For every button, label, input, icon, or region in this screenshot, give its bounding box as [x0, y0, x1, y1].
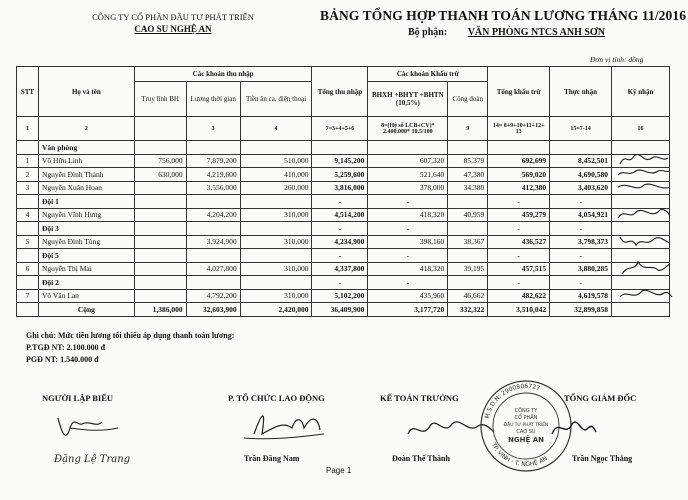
signature-cell — [612, 181, 670, 195]
employee-signature — [614, 260, 674, 278]
truylinh-cell — [134, 222, 186, 236]
total-thucnhan: 32,899,858 — [550, 303, 612, 317]
bh-cell: 521,640 — [368, 168, 448, 182]
bh-cell — [368, 141, 448, 155]
total-luong: 32,603,900 — [186, 303, 240, 317]
header-union-fee: Công đoàn — [448, 82, 488, 117]
employee-name: Nguyễn Xuân Hoan — [38, 181, 134, 195]
truylinh-cell — [134, 141, 186, 155]
truylinh-cell — [134, 208, 186, 222]
tongkhau-cell: 436,527 — [488, 235, 550, 249]
tongkhau-cell: 412,380 — [488, 181, 550, 195]
total-truylinh: 1,386,000 — [134, 303, 186, 317]
tienan-cell: 310,000 — [240, 289, 312, 303]
stamp-line-2: CỔ PHẦN — [514, 415, 538, 421]
employee-signature — [614, 206, 674, 224]
preparer-handwritten-name: Đặng Lệ Trang — [54, 454, 131, 465]
document-title: BẢNG TỔNG HỢP THANH TOÁN LƯƠNG THÁNG 11/2016 — [320, 8, 687, 23]
stt-cell — [17, 249, 39, 263]
header-net-pay: Thực nhận — [550, 67, 612, 117]
tongthu-cell: - — [312, 195, 368, 209]
tongkhau-cell — [488, 141, 550, 155]
tongkhau-cell: - — [488, 249, 550, 263]
thucnhan-cell: - — [550, 195, 612, 209]
tongthu-cell: 5,259,600 — [312, 168, 368, 182]
luong-cell: 7,879,200 — [186, 154, 240, 168]
bh-cell: - — [368, 195, 448, 209]
thucnhan-cell — [550, 141, 612, 155]
truylinh-cell — [134, 195, 186, 209]
tongthu-cell: 9,145,200 — [312, 154, 368, 168]
group-name: Đội 5 — [38, 249, 134, 263]
employee-name: Nguyễn Đình Thành — [38, 168, 134, 182]
chief-accountant-name: Đoàn Thế Thành — [392, 454, 450, 463]
header-signature: Ký nhận — [612, 67, 670, 117]
group-name: Văn phòng — [38, 141, 134, 155]
svg-text:TP. VINH - T. NGHỆ AN — [489, 441, 548, 468]
currency-unit: Đơn vị tính: đồng — [590, 55, 644, 64]
bh-cell: 418,320 — [368, 262, 448, 276]
department-value: VĂN PHÒNG NTCS ANH SƠN — [467, 27, 605, 38]
labor-dept-title: P. TỔ CHỨC LAO ĐỘNG — [228, 393, 325, 403]
header-meal-phone: Tiền ăn ca, điện thoại — [240, 82, 312, 117]
stamp-line-5: NGHỆ AN — [508, 436, 544, 444]
bh-cell: 435,960 — [368, 289, 448, 303]
total-tongkhau: 3,510,042 — [488, 303, 550, 317]
congdoan-cell: 40,959 — [448, 208, 488, 222]
congdoan-cell: 46,662 — [448, 289, 488, 303]
tongkhau-cell: 457,515 — [488, 262, 550, 276]
tongkhau-cell: 569,020 — [488, 168, 550, 182]
employee-signature — [614, 233, 674, 251]
employee-row — [17, 235, 670, 249]
header-total-deduction: Tổng khấu trừ — [488, 67, 550, 117]
luong-cell — [186, 195, 240, 209]
employee-row — [17, 168, 670, 182]
thucnhan-cell: - — [550, 276, 612, 290]
luong-cell — [186, 141, 240, 155]
colnum-blank — [134, 117, 186, 141]
signature-cell — [612, 235, 670, 249]
colnum-2: 2 — [38, 117, 134, 141]
stt-cell: 4 — [17, 208, 39, 222]
stt-cell: 7 — [17, 289, 39, 303]
congdoan-cell: 85,379 — [448, 154, 488, 168]
group-name: Đội 2 — [38, 276, 134, 290]
thucnhan-cell: 4,619,578 — [550, 289, 612, 303]
group-name: Đội 3 — [38, 222, 134, 236]
truylinh-cell — [134, 235, 186, 249]
employee-row — [17, 289, 670, 303]
employee-name: Nguyễn Đình Tùng — [38, 235, 134, 249]
thucnhan-cell: - — [550, 222, 612, 236]
stt-cell: 1 — [17, 154, 39, 168]
employee-row — [17, 208, 670, 222]
tienan-cell: 260,000 — [240, 181, 312, 195]
truylinh-cell — [134, 181, 186, 195]
payroll-table — [16, 66, 670, 317]
signature-cell — [612, 208, 670, 222]
tienan-cell — [240, 195, 312, 209]
bh-cell: - — [368, 222, 448, 236]
colnum-9: 9 — [448, 117, 488, 141]
employee-row — [17, 154, 670, 168]
congdoan-cell: 47,380 — [448, 168, 488, 182]
stt-cell — [17, 141, 39, 155]
director-title: TỔNG GIÁM ĐỐC — [564, 393, 637, 403]
employee-name: Võ Văn Lan — [38, 289, 134, 303]
congdoan-cell — [448, 276, 488, 290]
stt-cell — [17, 303, 39, 317]
group-row — [17, 141, 670, 155]
group-row — [17, 276, 670, 290]
tongkhau-cell: 482,622 — [488, 289, 550, 303]
colnum-1: 1 — [17, 117, 39, 141]
tongthu-cell: - — [312, 249, 368, 263]
tienan-cell — [240, 276, 312, 290]
congdoan-cell: 38,367 — [448, 235, 488, 249]
tienan-cell: 310,000 — [240, 235, 312, 249]
colnum-8: 8=(Hệ số LCB+CV)* 2.400.000* 10.5/100 — [368, 117, 448, 141]
truylinh-cell: 630,000 — [134, 168, 186, 182]
tongthu-cell: 4,514,200 — [312, 208, 368, 222]
header-total-income: Tổng thu nhập — [312, 67, 368, 117]
colnum-4: 4 — [240, 117, 312, 141]
colnum-14: 14= 8+9+10+11+12+ 13 — [488, 117, 550, 141]
thucnhan-cell: 4,054,921 — [550, 208, 612, 222]
department-label: Bộ phận: — [408, 27, 448, 38]
employee-name: Võ Hữu Linh — [38, 154, 134, 168]
employee-signature — [614, 179, 674, 197]
thucnhan-cell: 4,690,580 — [550, 168, 612, 182]
tongkhau-cell: 692,699 — [488, 154, 550, 168]
tongkhau-cell: - — [488, 195, 550, 209]
header-income-group: Các khoản thu nhập — [134, 67, 312, 82]
company-name — [78, 12, 268, 34]
tongthu-cell: 5,102,200 — [312, 289, 368, 303]
labor-dept-signature — [232, 404, 332, 448]
tienan-cell: 310,000 — [240, 208, 312, 222]
congdoan-cell — [448, 249, 488, 263]
header-time-salary: Lương thời gian — [186, 82, 240, 117]
stt-cell: 6 — [17, 262, 39, 276]
total-congdoan: 332,322 — [448, 303, 488, 317]
stt-cell: 2 — [17, 168, 39, 182]
bh-cell: 398,160 — [368, 235, 448, 249]
congdoan-cell — [448, 222, 488, 236]
header-insurance: BHXH +BHYT +BHTN (10,5%) — [368, 82, 448, 117]
labor-dept-name: Trần Đăng Nam — [244, 454, 300, 463]
employee-row — [17, 262, 670, 276]
header-name: Họ và tên — [38, 67, 134, 117]
tienan-cell — [240, 141, 312, 155]
tongthu-cell: 3,816,000 — [312, 181, 368, 195]
header-deduction-group: Các khoản Khấu trừ — [368, 67, 488, 82]
stamp-line-4: CAO SU — [516, 429, 536, 435]
congdoan-cell: 39,195 — [448, 262, 488, 276]
truylinh-cell — [134, 262, 186, 276]
luong-cell: 3,556,000 — [186, 181, 240, 195]
luong-cell: 4,204,200 — [186, 208, 240, 222]
stamp-line-3: ĐẦU TƯ PHÁT TRIỂN — [503, 423, 549, 428]
stamp-ring-bottom: TP. VINH - T. NGHỆ AN — [489, 441, 549, 469]
group-row — [17, 222, 670, 236]
tongkhau-cell: 459,279 — [488, 208, 550, 222]
luong-cell: 4,219,600 — [186, 168, 240, 182]
note-line-2: P.TGĐ NT: 2.100.000 đ — [26, 343, 106, 352]
stt-cell — [17, 276, 39, 290]
note-line-1: Ghi chú: Mức tiền lương tối thiểu áp dụng thanh toán lương: — [26, 331, 235, 340]
director-name: Trần Ngọc Thắng — [572, 454, 633, 463]
tongthu-cell: - — [312, 222, 368, 236]
chief-accountant-title: KẾ TOÁN TRƯỞNG — [380, 393, 459, 403]
employee-name: Nguyễn Vĩnh Hưng — [38, 208, 134, 222]
tienan-cell: 510,000 — [240, 154, 312, 168]
tienan-cell — [240, 249, 312, 263]
company-name-line2: CAO SU NGHỆ AN — [134, 24, 212, 34]
tongkhau-cell: - — [488, 222, 550, 236]
group-row — [17, 249, 670, 263]
luong-cell: 4,792,200 — [186, 289, 240, 303]
truylinh-cell — [134, 289, 186, 303]
signature-cell — [612, 303, 670, 317]
director-signature — [548, 414, 598, 444]
bh-cell: 607,320 — [368, 154, 448, 168]
total-label: Cộng — [38, 303, 134, 317]
stamp-line-1: CÔNG TY — [514, 408, 538, 414]
colnum-15: 15=7-14 — [550, 117, 612, 141]
signature-cell — [612, 262, 670, 276]
luong-cell — [186, 276, 240, 290]
thucnhan-cell: 3,880,285 — [550, 262, 612, 276]
tongthu-cell: 4,234,900 — [312, 235, 368, 249]
tongthu-cell: - — [312, 276, 368, 290]
stt-cell: 5 — [17, 235, 39, 249]
total-bh: 3,177,720 — [368, 303, 448, 317]
group-name: Đội 1 — [38, 195, 134, 209]
tongkhau-cell: - — [488, 276, 550, 290]
department-line — [408, 27, 605, 38]
thucnhan-cell: 3,403,620 — [550, 181, 612, 195]
employee-name: Nguyễn Thị Mai — [38, 262, 134, 276]
congdoan-cell — [448, 195, 488, 209]
column-number-row — [17, 117, 670, 141]
truylinh-cell — [134, 249, 186, 263]
header-back-insurance: Truy lĩnh BH — [134, 82, 186, 117]
tongthu-cell — [312, 141, 368, 155]
employee-row — [17, 181, 670, 195]
employee-signature — [614, 287, 674, 305]
truylinh-cell — [134, 276, 186, 290]
notes — [26, 330, 234, 366]
colnum-16: 16 — [612, 117, 670, 141]
luong-cell — [186, 249, 240, 263]
bh-cell: - — [368, 276, 448, 290]
group-row — [17, 195, 670, 209]
stamp-ring-top: M.S.D.N: 2900806727 — [483, 382, 541, 420]
thucnhan-cell: 3,798,373 — [550, 235, 612, 249]
stt-cell — [17, 222, 39, 236]
congdoan-cell: 34,380 — [448, 181, 488, 195]
page-number: Page 1 — [326, 466, 352, 475]
bh-cell: 418,320 — [368, 208, 448, 222]
preparer-title: NGƯỜI LẬP BIỂU — [42, 393, 114, 403]
luong-cell — [186, 222, 240, 236]
colnum-3: 3 — [186, 117, 240, 141]
congdoan-cell — [448, 141, 488, 155]
total-tienan: 2,420,000 — [240, 303, 312, 317]
luong-cell: 3,924,900 — [186, 235, 240, 249]
company-name-line1: CÔNG TY CỔ PHẦN ĐẦU TƯ PHÁT TRIỂN — [92, 12, 254, 22]
tienan-cell: 310,000 — [240, 262, 312, 276]
stt-cell: 3 — [17, 181, 39, 195]
note-line-3: PGĐ NT: 1.540.000 đ — [26, 355, 99, 364]
preparer-signature — [40, 406, 150, 486]
bh-cell: 378,000 — [368, 181, 448, 195]
truylinh-cell: 756,000 — [134, 154, 186, 168]
stt-cell — [17, 195, 39, 209]
thucnhan-cell: 8,452,501 — [550, 154, 612, 168]
header-stt: STT — [17, 67, 39, 117]
tienan-cell: 410,000 — [240, 168, 312, 182]
tongthu-cell: 4,337,800 — [312, 262, 368, 276]
colnum-7: 7=3+4+5+6 — [312, 117, 368, 141]
signature-cell — [612, 289, 670, 303]
total-row — [17, 303, 670, 317]
bh-cell: - — [368, 249, 448, 263]
thucnhan-cell: - — [550, 249, 612, 263]
tienan-cell — [240, 222, 312, 236]
luong-cell: 4,027,800 — [186, 262, 240, 276]
total-tongthu: 36,409,900 — [312, 303, 368, 317]
